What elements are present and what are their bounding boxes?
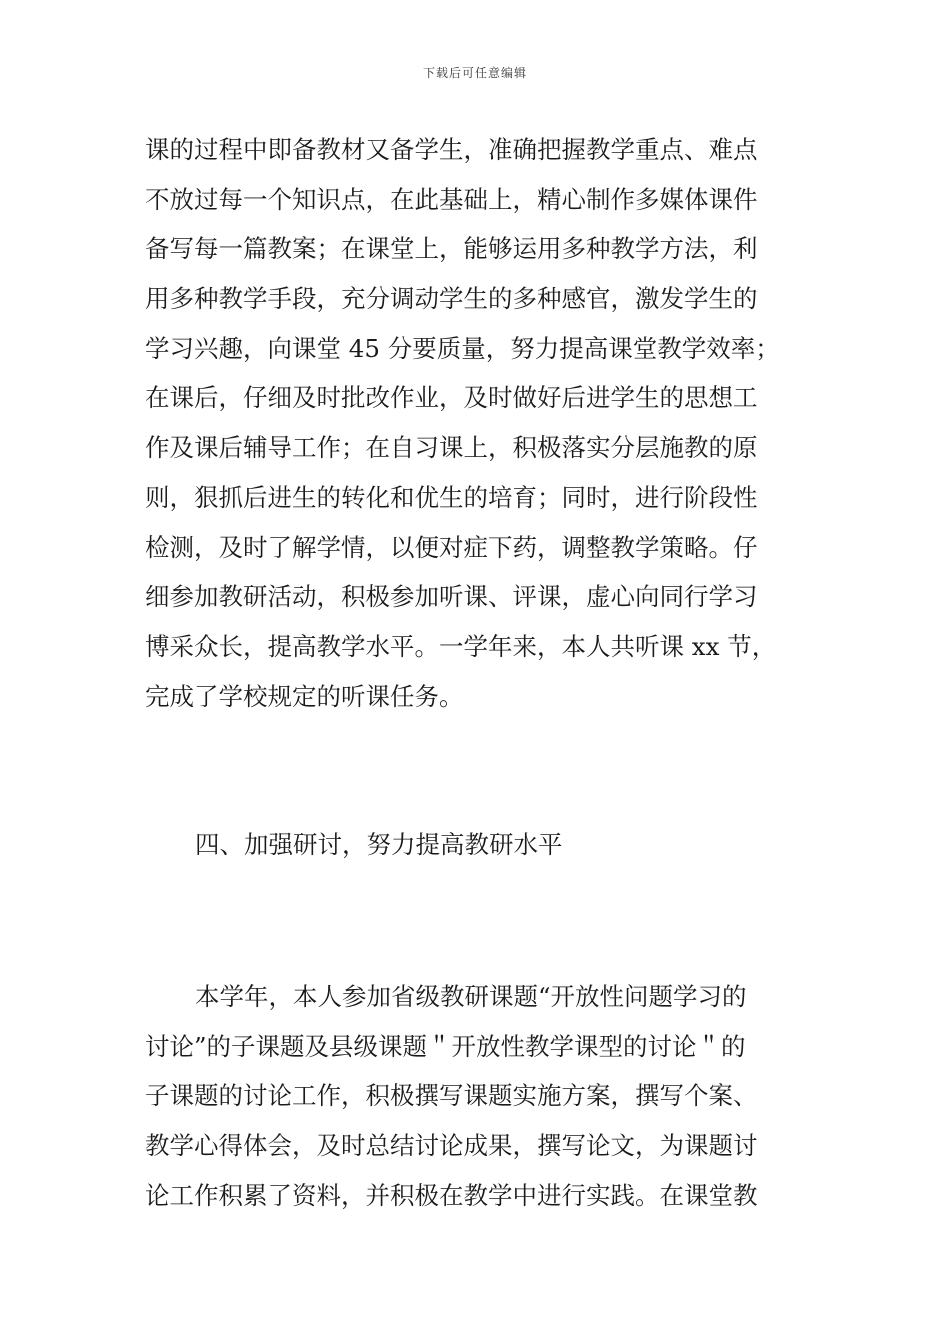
paragraph-line: 课的过程中即备教材又备学生，准确把握教学重点、难点 — [145, 135, 758, 164]
page-header: 下载后可任意编辑 — [422, 66, 527, 80]
paragraph-line: 在课后，仔细及时批改作业，及时做好后进学生的思想工 — [145, 383, 758, 413]
paragraph-line: 讨论”的子课题及县级课题＂开放性教学课型的讨论＂的 — [145, 1031, 746, 1061]
paragraph-line: 论工作积累了资料，并积极在教学中进行实践。在课堂教 — [145, 1180, 758, 1210]
paragraph-line: 不放过每一个知识点，在此基础上，精心制作多媒体课件 — [145, 184, 758, 214]
section-heading: 四、加强研讨，努力提高教研水平 — [195, 830, 563, 859]
paragraph-line: 作及课后辅导工作；在自习课上，积极落实分层施教的原 — [145, 433, 758, 463]
paragraph-line: 则，狠抓后进生的转化和优生的培育；同时，进行阶段性 — [145, 482, 758, 512]
paragraph-line: 细参加教研活动，积极参加听课、评课，虚心向同行学习 — [145, 582, 758, 612]
paragraph-teaching-practice — [145, 125, 815, 721]
paragraph-line: 本学年，本人参加省级教研课题“开放性问题学习的 — [195, 982, 747, 1011]
paragraph-line: 教学心得体会，及时总结讨论成果，撰写论文，为课题讨 — [145, 1131, 758, 1161]
paragraph-line: 子课题的讨论工作，积极撰写课题实施方案，撰写个案、 — [145, 1081, 758, 1111]
paragraph-line: 完成了学校规定的听课任务。 — [145, 681, 464, 711]
paragraph-line: 学习兴趣，向课堂 45 分要质量，努力提高课堂教学效率； — [145, 333, 780, 363]
paragraph-line: 备写每一篇教案；在课堂上，能够运用多种教学方法，利 — [145, 234, 758, 264]
paragraph-research — [145, 972, 815, 1220]
paragraph-line: 用多种教学手段，充分调动学生的多种感官，激发学生的 — [145, 284, 758, 314]
paragraph-line: 博采众长，提高教学水平。一学年来，本人共听课 xx 节， — [145, 631, 777, 661]
paragraph-line: 检测，及时了解学情，以便对症下药，调整教学策略。仔 — [145, 532, 758, 562]
